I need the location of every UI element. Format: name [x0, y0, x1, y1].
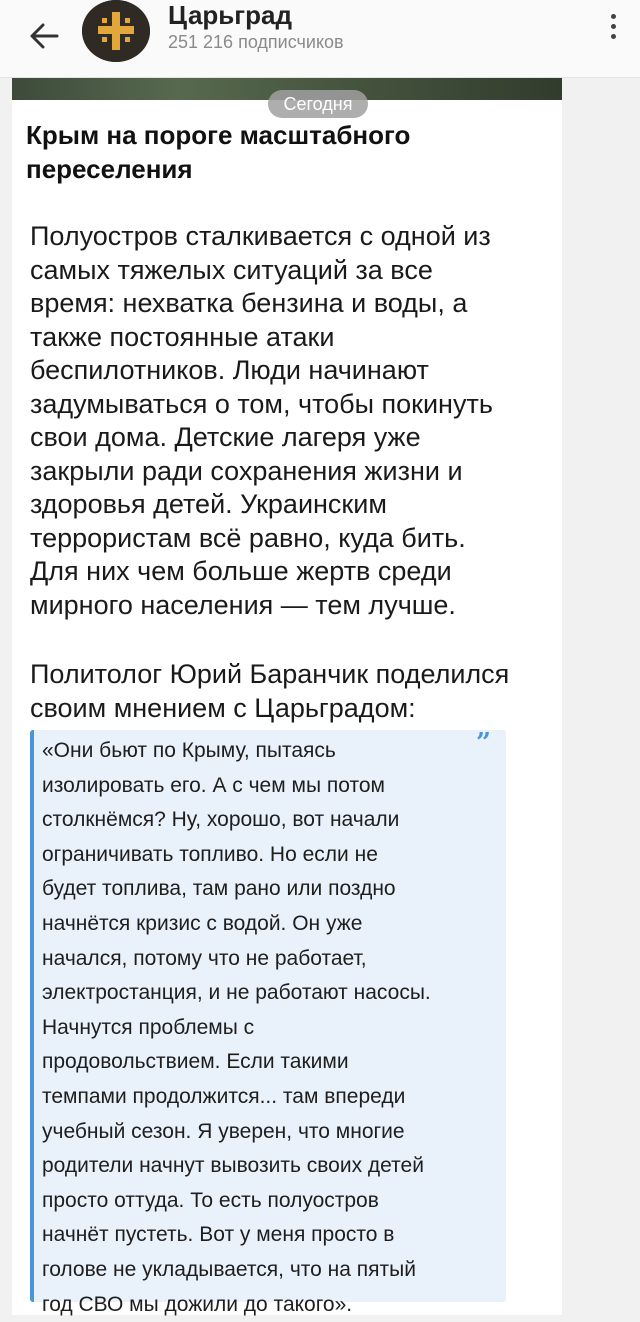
- text-line: самых тяжелых ситуаций за все: [30, 254, 560, 288]
- text-line: беспилотников. Люди начинают: [30, 354, 560, 388]
- text-line: Начнутся проблемы с: [42, 1011, 502, 1046]
- text-line: также постоянные атаки: [30, 321, 560, 355]
- text-line: электростанция, и не работают насосы.: [42, 976, 502, 1011]
- text-line: Полуостров сталкивается с одной из: [30, 220, 560, 254]
- channel-avatar[interactable]: [82, 0, 150, 62]
- text-line: закрыли ради сохранения жизни и: [30, 455, 560, 489]
- text-line: изолировать его. А с чем мы потом: [42, 769, 502, 804]
- text-line: голове не укладывается, что на пятый: [42, 1253, 502, 1288]
- channel-name[interactable]: Царьград: [168, 0, 292, 31]
- text-line: время: нехватка бензина и воды, а: [30, 287, 560, 321]
- text-line: начался, потому что не работает,: [42, 942, 502, 977]
- text-line: мирного населения — тем лучше.: [30, 589, 560, 623]
- back-button[interactable]: [22, 14, 66, 58]
- date-badge: Сегодня: [268, 90, 368, 118]
- text-line: здоровья детей. Украинским: [30, 488, 560, 522]
- quote-text: [42, 734, 502, 1322]
- more-vertical-icon: [611, 14, 616, 19]
- text-line: темпами продолжится... там впереди: [42, 1080, 502, 1115]
- channel-header: [0, 0, 640, 78]
- text-line: начнёт пустеть. Вот у меня просто в: [42, 1218, 502, 1253]
- quote-mark-icon: ”: [476, 728, 491, 758]
- text-line: учебный сезон. Я уверен, что многие: [42, 1115, 502, 1150]
- text-line: Для них чем больше жертв среди: [30, 555, 560, 589]
- post-title-line: Крым на пороге масштабного: [26, 118, 546, 152]
- subscriber-count: 251 216 подписчиков: [168, 32, 344, 53]
- text-line: будет топлива, там рано или поздно: [42, 872, 502, 907]
- text-line: террористам всё равно, куда бить.: [30, 522, 560, 556]
- blockquote: [30, 730, 506, 1302]
- arrow-left-icon: [29, 23, 59, 49]
- post-title-line: переселения: [26, 152, 546, 186]
- more-options-button[interactable]: [596, 6, 630, 46]
- text-line: продовольствием. Если такими: [42, 1045, 502, 1080]
- text-line: «Они бьют по Крыму, пытаясь: [42, 734, 502, 769]
- text-line: своим мнением с Царьградом:: [30, 692, 560, 726]
- post-title: [26, 118, 546, 186]
- text-line: просто оттуда. То есть полуостров: [42, 1184, 502, 1219]
- text-line: ограничивать топливо. Но если не: [42, 838, 502, 873]
- tsargrad-cross-logo: [82, 0, 150, 62]
- text-line: начнётся кризис с водой. Он уже: [42, 907, 502, 942]
- text-line: задумываться о том, чтобы покинуть: [30, 388, 560, 422]
- text-line: Политолог Юрий Баранчик поделился: [30, 658, 560, 692]
- post-paragraph: [30, 658, 560, 725]
- text-line: родители начнут вывозить своих детей: [42, 1149, 502, 1184]
- text-line: столкнёмся? Ну, хорошо, вот начали: [42, 803, 502, 838]
- text-line: год СВО мы дожили до такого».: [42, 1288, 502, 1322]
- text-line: свои дома. Детские лагеря уже: [30, 421, 560, 455]
- post-paragraph: [30, 220, 560, 622]
